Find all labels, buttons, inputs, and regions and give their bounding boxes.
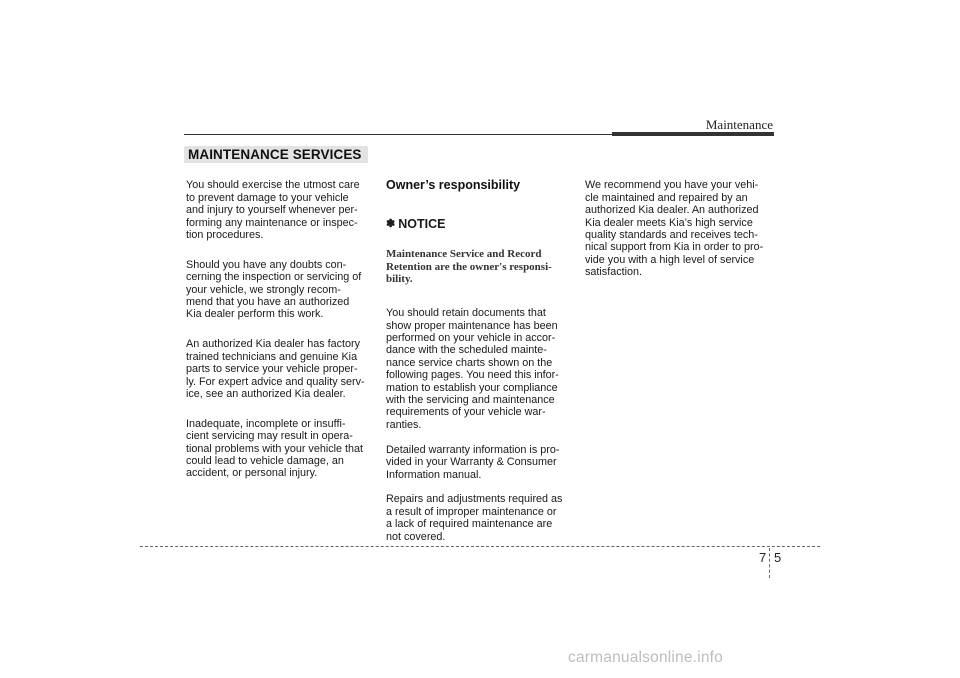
paragraph: Should you have any doubts con- cerning the inspection or servicing of your vehicle, we strongly recom- mend that you have an authorized Kia dealer perform this work. bbox=[186, 258, 362, 321]
notice-heading bbox=[386, 218, 573, 230]
notice-cross-icon: ✽ bbox=[386, 218, 396, 231]
notice-lead: Maintenance Service and Record Retention are the owner's responsi- bility. bbox=[386, 248, 552, 286]
page-number-divider bbox=[769, 548, 770, 578]
section-title: MAINTENANCE SERVICES bbox=[188, 147, 362, 162]
header-rule-accent bbox=[612, 132, 774, 136]
notice-label: NOTICE bbox=[398, 217, 446, 232]
paragraph: Repairs and adjustments required as a result of improper maintenance or a lack of required maintenance are not covered. bbox=[386, 493, 563, 543]
column-2 bbox=[386, 167, 573, 555]
paragraph: Inadequate, incomplete or insuffi- cient servicing may result in opera- tional problems with your vehicle that could lead to vehicle damage, an accident, or personal injury. bbox=[186, 417, 364, 480]
owner-responsibility-heading: Owner’s responsibility bbox=[386, 178, 521, 193]
paragraph: Detailed warranty information is pro- vided in your Warranty & Consumer Information manual. bbox=[386, 443, 560, 481]
column-3 bbox=[585, 167, 773, 296]
paragraph: An authorized Kia dealer has factory trained technicians and genuine Kia parts to service your vehicle proper- ly. For expert advice and quality serv- ice, see an authorized Kia dealer. bbox=[186, 338, 365, 400]
page-number: 5 bbox=[774, 550, 782, 565]
paragraph: You should retain documents that show proper maintenance has been performed on your vehicle in accor- dance with the scheduled mainte- nance service charts shown on the following pages. You need this infor- mation to establish your compliance with the servicing and maintenance requirements of your vehicle war- ranties. bbox=[386, 307, 559, 431]
header-title: Maintenance bbox=[705, 117, 773, 132]
chapter-number: 7 bbox=[759, 550, 767, 565]
footer-rule bbox=[140, 546, 820, 547]
column-1 bbox=[186, 167, 374, 497]
paragraph: We recommend you have your vehi- cle maintained and repaired by an authorized Kia dealer. An authorized Kia dealer meets Kia’s high service quality standards and receives tech- nical support from Kia in order to pro- vide you with a high level of service satisfaction. bbox=[585, 179, 764, 279]
paragraph: You should exercise the utmost care to prevent damage to your vehicle and injury to yourself whenever per- forming any maintenance or inspec- tion procedures. bbox=[186, 179, 360, 242]
watermark: carmanualsonline.info bbox=[568, 649, 723, 666]
